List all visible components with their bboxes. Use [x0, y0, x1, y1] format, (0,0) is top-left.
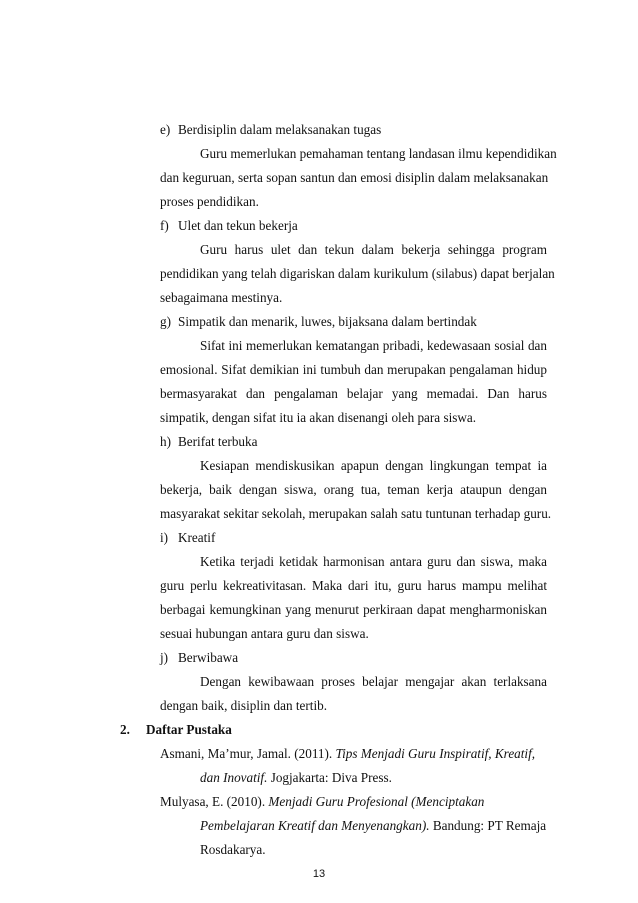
list-item-title	[160, 218, 298, 234]
list-item-title	[160, 122, 381, 138]
reference-line	[160, 794, 484, 810]
paragraph-line: masyarakat sekitar sekolah, merupakan salah satu tuntunan terhadap guru.	[160, 506, 552, 521]
paragraph-line: bermasyarakat dan pengalaman belajar yang memadai. Dan harus	[160, 386, 547, 401]
reference-line	[200, 818, 546, 834]
reference-title: Tips Menjadi Guru Inspiratif, Kreatif,	[335, 746, 536, 761]
list-marker: j)	[160, 650, 169, 665]
reference-title: Menjadi Guru Profesional (Menciptakan	[268, 794, 485, 809]
list-marker: e)	[160, 122, 171, 137]
list-marker: h)	[160, 434, 171, 449]
list-item-title-text: Berwibawa	[178, 650, 239, 665]
paragraph-line: Sifat ini memerlukan kematangan pribadi, kedewasaan sosial dan	[200, 338, 547, 353]
reference-line	[160, 746, 535, 762]
list-item-title-text: Kreatif	[178, 530, 216, 545]
list-item-title	[160, 650, 238, 666]
paragraph-line: guru perlu kekreativitasan. Maka dari itu, guru harus mampu melihat	[160, 578, 547, 593]
list-marker: i)	[160, 530, 169, 545]
reference-title: dan Inovatif.	[200, 770, 268, 785]
section-number: 2.	[120, 722, 130, 737]
paragraph-line: Ketika terjadi ketidak harmonisan antara guru dan siswa, maka	[200, 554, 547, 569]
list-item-title-text: Ulet dan tekun bekerja	[178, 218, 298, 233]
paragraph-line: Kesiapan mendiskusikan apapun dengan lingkungan tempat ia	[200, 458, 547, 473]
list-item-title-text: Simpatik dan menarik, luwes, bijaksana dalam bertindak	[178, 314, 477, 329]
section-heading	[120, 722, 232, 738]
paragraph-line: proses pendidikan.	[160, 194, 259, 209]
reference-line: Rosdakarya.	[200, 842, 266, 857]
reference-author: Asmani, Ma’mur, Jamal. (2011).	[160, 746, 336, 761]
list-item-title-text: Berifat terbuka	[178, 434, 258, 449]
reference-publisher: Jogjakarta: Diva Press.	[267, 770, 392, 785]
paragraph-line: emosional. Sifat demikian ini tumbuh dan merupakan pengalaman hidup	[160, 362, 547, 377]
reference-title: Pembelajaran Kreatif dan Menyenangkan).	[200, 818, 430, 833]
list-item-title	[160, 314, 477, 330]
reference-publisher: Bandung: PT Remaja	[429, 818, 547, 833]
paragraph-line: dan keguruan, serta sopan santun dan emosi disiplin dalam melaksanakan	[160, 170, 549, 185]
list-item-title	[160, 530, 215, 546]
paragraph-line: sesuai hubungan antara guru dan siswa.	[160, 626, 369, 641]
paragraph-line: bekerja, baik dengan siswa, orang tua, teman kerja ataupun dengan	[160, 482, 547, 497]
paragraph-line: dengan baik, disiplin dan tertib.	[160, 698, 328, 713]
paragraph-line: Dengan kewibawaan proses belajar mengajar akan terlaksana	[200, 674, 547, 689]
list-item-title	[160, 434, 257, 450]
paragraph-line: sebagaimana mestinya.	[160, 290, 283, 305]
paragraph-line: Guru harus ulet dan tekun dalam bekerja sehingga program	[200, 242, 547, 257]
list-item-title-text: Berdisiplin dalam melaksanakan tugas	[178, 122, 382, 137]
paragraph-line: pendidikan yang telah digariskan dalam kurikulum (silabus) dapat berjalan	[160, 266, 555, 281]
reference-line	[200, 770, 392, 786]
list-marker: f)	[160, 218, 169, 233]
paragraph-line: Guru memerlukan pemahaman tentang landasan ilmu kependidikan	[200, 146, 557, 161]
page-number: 13	[312, 868, 326, 880]
section-title: Daftar Pustaka	[146, 722, 232, 737]
list-marker: g)	[160, 314, 171, 329]
paragraph-line: berbagai kemungkinan yang menurut perkiraan dapat mengharmoniskan	[160, 602, 547, 617]
reference-author: Mulyasa, E. (2010).	[160, 794, 269, 809]
paragraph-line: simpatik, dengan sifat itu ia akan disenangi oleh para siswa.	[160, 410, 477, 425]
